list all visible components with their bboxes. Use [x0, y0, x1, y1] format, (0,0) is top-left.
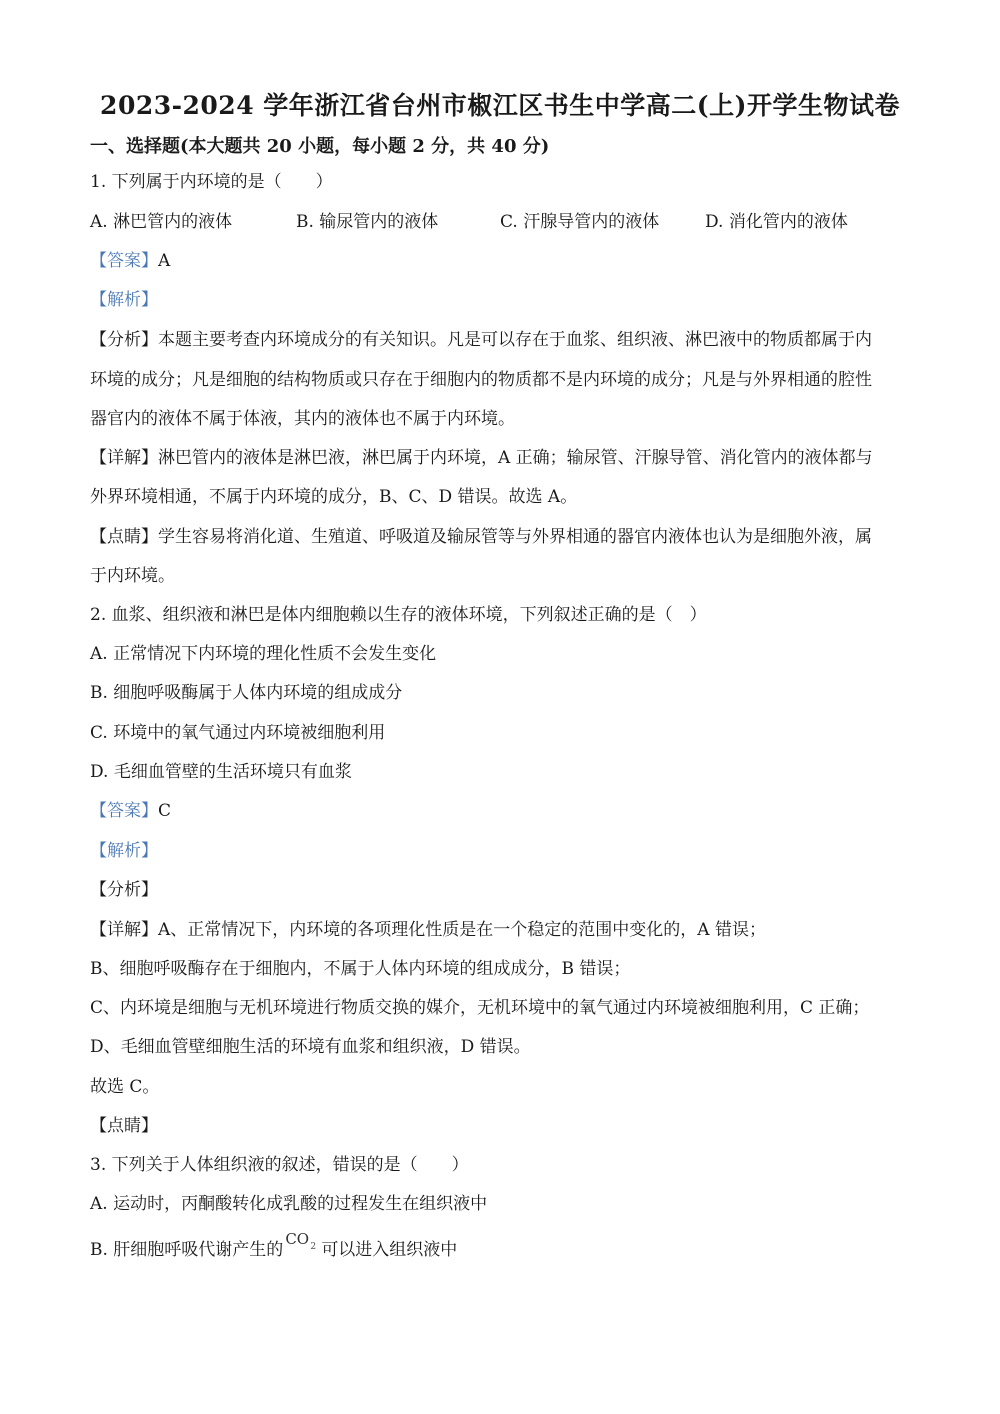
q3-option-b-post: 可以进入组织液中 — [321, 1240, 458, 1260]
analysis-tag: 【解析】 — [90, 841, 158, 861]
q3-option-b-pre: B. 肝细胞呼吸代谢产生的 — [90, 1240, 284, 1260]
q1-detail-text-1: 淋巴管内的液体是淋巴液，淋巴属于内环境，A 正确；输尿管、汗腺导管、消化管内的液体都与 — [158, 448, 873, 468]
q1-fenxi-line-3: 器官内的液体不属于体液，其内的液体也不属于内环境。 — [90, 409, 515, 429]
q1-stem: 1. 下列属于内环境的是（ ） — [90, 172, 333, 192]
q1-option-c: C. 汗腺导管内的液体 — [500, 212, 660, 232]
q1-fenxi-line-1 — [90, 328, 872, 352]
comment-tag: 【点睛】 — [90, 527, 158, 547]
co2-main: CO — [285, 1229, 310, 1248]
detail-tag: 【详解】 — [90, 920, 158, 940]
q3-option-b — [90, 1229, 458, 1263]
q2-detail-line-4: D、毛细血管壁细胞生活的环境有血浆和组织液，D 错误。 — [90, 1037, 531, 1057]
q2-answer — [90, 799, 171, 823]
q1-fenxi-line-2: 环境的成分；凡是细胞的结构物质或只存在于细胞内的物质都不是内环境的成分；凡是与外界相通的腔性 — [90, 370, 872, 390]
co2-formula — [283, 1229, 321, 1263]
q2-answer-value: C — [158, 801, 172, 821]
q2-stem: 2. 血浆、组织液和淋巴是体内细胞赖以生存的液体环境，下列叙述正确的是（ ） — [90, 605, 707, 625]
q1-answer-value: A — [158, 251, 171, 271]
q2-detail-line-1 — [90, 918, 766, 942]
q2-option-a: A. 正常情况下内环境的理化性质不会发生变化 — [90, 644, 437, 664]
q1-option-d: D. 消化管内的液体 — [705, 212, 848, 232]
q2-option-d: D. 毛细血管壁的生活环境只有血浆 — [90, 762, 352, 782]
q2-option-b: B. 细胞呼吸酶属于人体内环境的组成成分 — [90, 683, 403, 703]
q1-comment-line-1 — [90, 525, 872, 549]
q1-comment-line-2: 于内环境。 — [90, 566, 175, 586]
co2-subscript: 2 — [310, 1241, 317, 1252]
q1-option-b: B. 输尿管内的液体 — [296, 212, 439, 232]
q1-answer — [90, 249, 170, 273]
q3-stem: 3. 下列关于人体组织液的叙述，错误的是（ ） — [90, 1155, 469, 1175]
q1-detail-line-2: 外界环境相通，不属于内环境的成分，B、C、D 错误。故选 A。 — [90, 487, 578, 507]
page-title: 2023-2024 学年浙江省台州市椒江区书生中学高二(上)开学生物试卷 — [100, 91, 900, 120]
q2-detail-line-5: 故选 C。 — [90, 1077, 160, 1097]
answer-tag: 【答案】 — [90, 251, 158, 271]
q1-comment-text-1: 学生容易将消化道、生殖道、呼吸道及输尿管等与外界相通的器官内液体也认为是细胞外液，属 — [158, 527, 872, 547]
q3-option-a: A. 运动时，丙酮酸转化成乳酸的过程发生在组织液中 — [90, 1194, 488, 1214]
answer-tag: 【答案】 — [90, 801, 158, 821]
section-heading: 一、选择题(本大题共 20 小题，每小题 2 分，共 40 分) — [90, 136, 550, 157]
q1-fenxi-text-1: 本题主要考查内环境成分的有关知识。凡是可以存在于血浆、组织液、淋巴液中的物质都属于内 — [158, 330, 872, 350]
q1-option-a: A. 淋巴管内的液体 — [90, 212, 233, 232]
q1-detail-line-1 — [90, 446, 873, 470]
q2-detail-text-1: A、正常情况下，内环境的各项理化性质是在一个稳定的范围中变化的，A 错误； — [158, 920, 766, 940]
detail-tag: 【详解】 — [90, 448, 158, 468]
q2-fenxi-tag: 【分析】 — [90, 880, 158, 900]
q2-detail-line-3: C、内环境是细胞与无机环境进行物质交换的媒介，无机环境中的氧气通过内环境被细胞利用，C 正确； — [90, 998, 870, 1018]
analysis-tag: 【解析】 — [90, 290, 158, 310]
fenxi-tag: 【分析】 — [90, 330, 158, 350]
q2-option-c: C. 环境中的氧气通过内环境被细胞利用 — [90, 723, 386, 743]
q2-comment-tag: 【点睛】 — [90, 1116, 158, 1136]
q1-analysis-tag — [90, 288, 158, 312]
q2-analysis-tag — [90, 839, 158, 863]
q2-detail-line-2: B、细胞呼吸酶存在于细胞内，不属于人体内环境的组成成分，B 错误； — [90, 959, 631, 979]
